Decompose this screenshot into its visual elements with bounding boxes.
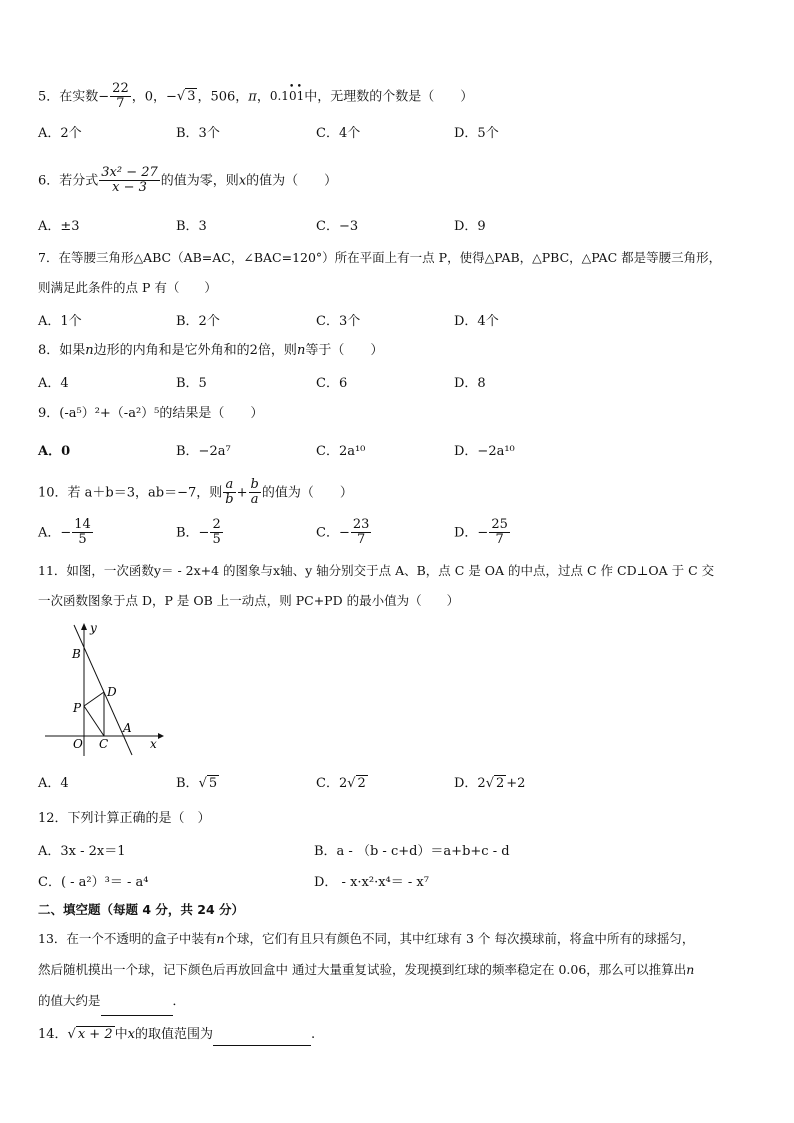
label-c: C <box>99 737 109 751</box>
fraction: $\frac{2}{5}$ <box>212 517 221 548</box>
option-b[interactable]: B．−2a⁷ <box>176 444 231 459</box>
option-d[interactable]: D．2√ 2 +2 <box>454 776 526 791</box>
q11-figure <box>40 620 170 760</box>
option-d[interactable]: D．9 <box>454 219 486 234</box>
option-b[interactable]: B．5 <box>176 376 207 391</box>
x-axis-arrow <box>158 733 164 739</box>
question-13: 13．在一个不透明的盒子中装有n个球，它们有且只有颜色不同，其中红球有 3 个 每次摸球前，将盒中所有的球摇匀， 然后随机摸出一个球，记下颜色后再放回盒中 通过大量重复试验，发现摸到红球的频率稳定在 0.06，那么可以推算出n 的值大约是 ． <box>38 923 774 1016</box>
option-a[interactable]: A．4 <box>38 776 69 791</box>
option-c[interactable]: C．−3 <box>316 219 359 234</box>
label-a: A <box>123 721 132 735</box>
y-axis-arrow <box>81 623 87 630</box>
segment-pd <box>84 692 104 706</box>
fraction: $\frac{23}{7}$ <box>352 517 370 548</box>
option-a[interactable]: A．− $\frac{14}{5}$ <box>38 517 91 548</box>
q8-options <box>38 372 758 394</box>
option-a[interactable]: A．2个 <box>38 126 82 141</box>
fraction-q6: $\frac{\text{3x² − 27}}{x - 3}$ <box>101 165 158 196</box>
question-8: 8．如果n边形的内角和是它外角和的2倍，则n等于（ ） <box>38 343 384 358</box>
q10-options <box>38 518 758 552</box>
sqrt: √ 2 <box>347 776 366 791</box>
label-o: O <box>73 737 83 751</box>
option-c[interactable]: C．2√ 2 <box>316 776 366 791</box>
question-7: 7．在等腰三角形△ABC（AB=AC，∠BAC=120°）所在平面上有一点 P，使得△PAB，△PBC，△PAC 都是等腰三角形， 则满足此条件的点 P 有（ ） <box>38 250 722 295</box>
option-a[interactable]: A．4 <box>38 376 69 391</box>
option-d[interactable]: D．5个 <box>454 126 499 141</box>
label-x: x <box>150 737 157 751</box>
question-14: 14．√ x + 2 中x的取值范围为 . <box>38 1024 774 1046</box>
sqrt: √ 5 <box>198 776 218 791</box>
option-d[interactable]: D．4个 <box>454 314 499 329</box>
fraction-22-7: $\frac{22}{7}$ <box>112 81 129 112</box>
q9-options <box>38 440 758 462</box>
q12-options-row1 <box>38 840 758 862</box>
option-d[interactable]: D．− $\frac{25}{7}$ <box>454 517 508 548</box>
repeating-decimal: 0.1• 0• 1 <box>270 89 304 103</box>
option-c[interactable]: C．3个 <box>316 314 361 329</box>
option-c[interactable]: C．( - a²）³＝ - a⁴ <box>38 875 149 890</box>
option-a[interactable]: A．±3 <box>38 219 80 234</box>
option-d[interactable]: D．−2a¹⁰ <box>454 444 515 459</box>
option-a[interactable]: A．1个 <box>38 314 82 329</box>
q11-options <box>38 772 758 794</box>
q6-options <box>38 215 758 237</box>
option-b[interactable]: B．2个 <box>176 314 220 329</box>
option-b[interactable]: B．3个 <box>176 126 220 141</box>
question-10: 10．若 a＋b＝3，ab＝−7，则 $\frac{a}{b}$ + $\frac{b}{a}$ 的值为（ ） <box>38 477 353 508</box>
option-d[interactable]: D．8 <box>454 376 486 391</box>
fraction-b-over-a: $\frac{b}{a}$ <box>250 477 259 508</box>
q12-options-row2 <box>38 871 758 893</box>
label-b: B <box>72 647 81 661</box>
sqrt-x-plus-2: √ x + 2 <box>67 1027 113 1042</box>
segment-pc <box>84 706 104 736</box>
option-b[interactable]: B．3 <box>176 219 207 234</box>
q5-options <box>38 122 758 144</box>
option-d[interactable]: D． - x·x²·x⁴＝ - x⁷ <box>314 875 429 890</box>
label-p: P <box>73 701 82 715</box>
question-9: 9．(-a⁵）²+（-a²）⁵的结果是（ ） <box>38 406 264 421</box>
fraction: $\frac{25}{7}$ <box>491 517 508 548</box>
question-6: 6．若分式 $\frac{\text{3x² − 27}}{x - 3}$ 的值为零，则x的值为（ ） <box>38 165 338 196</box>
option-c[interactable]: C．6 <box>316 376 348 391</box>
question-11: 11．如图，一次函数y＝ - 2x+4 的图象与x轴、y 轴分别交于点 A、B，点 C 是 OA 的中点，过点 C 作 CD⊥OA 于 C 交 一次函数图象于点 D，P 是 OB 上一动点，则 PC+PD 的最小值为（ ） <box>38 563 715 608</box>
fraction-a-over-b: $\frac{a}{b}$ <box>225 477 234 508</box>
question-12: 12．下列计算正确的是（ ） <box>38 811 211 826</box>
label-y: y <box>90 621 97 635</box>
section-heading: 二、填空题（每题 4 分，共 24 分） <box>38 902 245 917</box>
sqrt: √ 2 <box>485 776 505 791</box>
option-c[interactable]: C．4个 <box>316 126 361 141</box>
label-d: D <box>107 685 117 699</box>
option-c[interactable]: C．− $\frac{23}{7}$ <box>316 517 370 548</box>
option-a[interactable]: A．3x - 2x＝1 <box>38 844 126 859</box>
option-b[interactable]: B．− $\frac{2}{5}$ <box>176 517 221 548</box>
option-a[interactable]: A．0 <box>38 444 71 459</box>
answer-blank[interactable] <box>101 995 173 1016</box>
q7-options <box>38 310 758 332</box>
option-b[interactable]: B．√ 5 <box>176 776 218 791</box>
question-5: 5．在实数− $\frac{22}{7}$ ，0，−√ 3 ，506，π，0.1• 0• 1中，无理数的个数是（ ） <box>38 82 774 112</box>
answer-blank[interactable] <box>213 1027 311 1046</box>
option-b[interactable]: B．a - （b - c+d）＝a+b+c - d <box>314 844 510 859</box>
fraction: $\frac{14}{5}$ <box>74 517 91 548</box>
option-c[interactable]: C．2a¹⁰ <box>316 444 366 459</box>
sqrt-3: √ 3 <box>176 89 196 105</box>
